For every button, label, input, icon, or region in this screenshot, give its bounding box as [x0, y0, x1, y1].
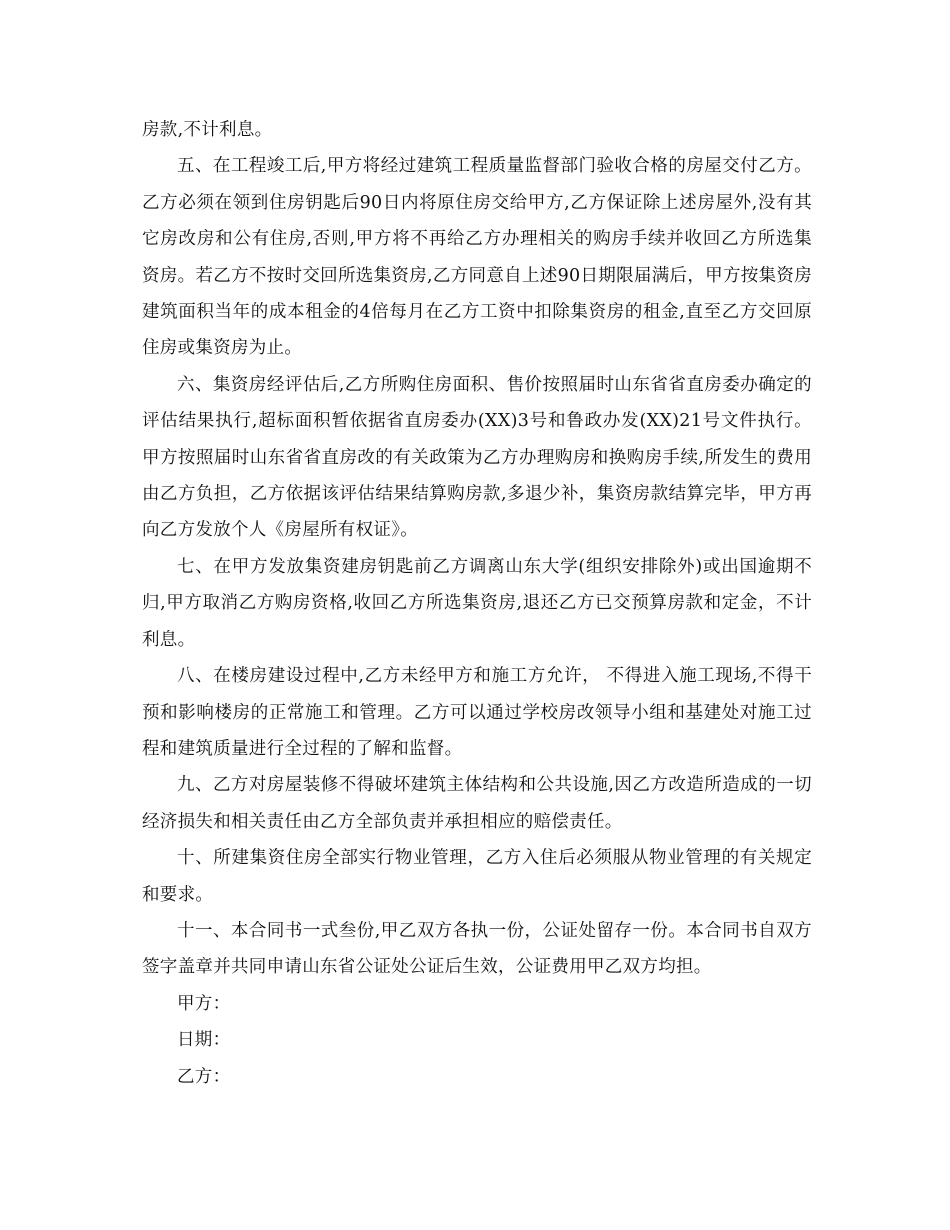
party-a-label: 甲方：: [177, 993, 231, 1014]
clause-10: 十、所建集资住房全部实行物业管理，乙方入住后必须服从物业管理的有关规定和要求。: [142, 848, 812, 905]
date-label: 日期：: [177, 1030, 231, 1051]
party-b-label: 乙方：: [177, 1066, 231, 1087]
paragraph-continuation: 房款,不计利息。: [142, 120, 273, 140]
clause-11: 十一、本合同书一式叁份,甲乙双方各执一份，公证处留存一份。本合同书自双方签字盖章并共同申请山东省公证处公证后生效，公证费用甲乙双方均担。: [142, 920, 812, 978]
clause-8: 八、在楼房建设过程中,乙方未经甲方和施工方允许， 不得进入施工现场,不得干预和影响楼房的正常施工和管理。乙方可以通过学校房改领导小组和基建处对施工过程和建筑质量进行全过程的了解和监督。: [142, 666, 812, 759]
contract-body: [142, 112, 812, 1095]
clause-5: 五、在工程竣工后,甲方将经过建筑工程质量监督部门验收合格的房屋交付乙方。乙方必须在领到住房钥匙后90日内将原住房交给甲方,乙方保证除上述房屋外,没有其它房改房和公有住房,否则,甲方将不再给乙方办理相关的购房手续并收回乙方所选集资房。若乙方不按时交回所选集资房,乙方同意自上述90日期限届满后，甲方按集资房建筑面积当年的成本租金的4倍每月在乙方工资中扣除集资房的租金,直至乙方交回原住房或集资房为止。: [142, 156, 812, 359]
clause-7: 七、在甲方发放集资建房钥匙前乙方调离山东大学(组织安排除外)或出国逾期不归,甲方取消乙方购房资格,收回乙方所选集资房,退还乙方已交预算房款和定金，不计利息。: [142, 556, 812, 650]
clause-9: 九、乙方对房屋装修不得破坏建筑主体结构和公共设施,因乙方改造所造成的一切经济损失和相关责任由乙方全部负责并承担相应的赔偿责任。: [142, 775, 812, 832]
clause-6: 六、集资房经评估后,乙方所购住房面积、售价按照届时山东省省直房委办确定的评估结果执行,超标面积暂依据省直房委办(XX)3号和鲁政办发(XX)21号文件执行。甲方按照届时山东省省直房改的有关政策为乙方办理购房和换购房手续,所发生的费用由乙方负担，乙方依据该评估结果结算购房款,多退少补，集资房款结算完毕，甲方再向乙方发放个人《房屋所有权证》。: [142, 374, 812, 541]
